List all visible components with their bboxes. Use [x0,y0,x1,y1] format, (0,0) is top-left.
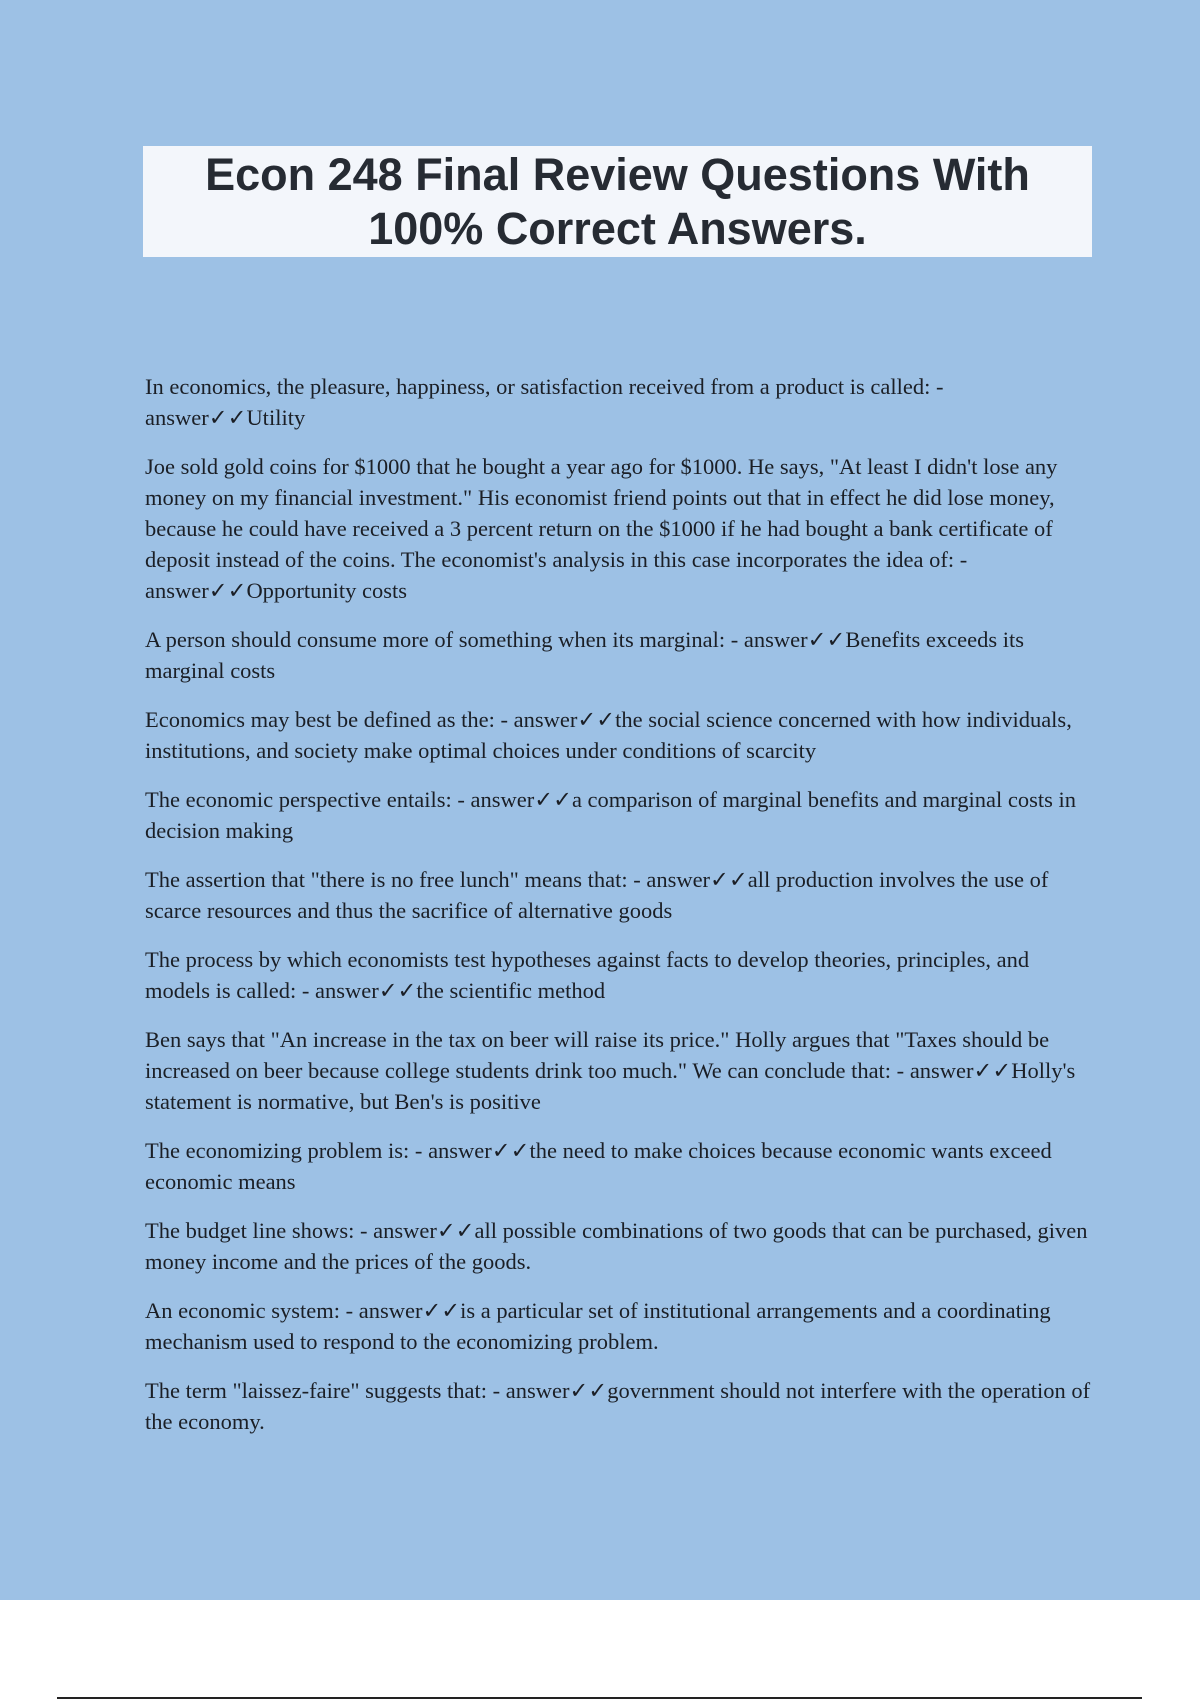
answer-text: the scientific method [416,978,606,1003]
question-text: The process by which economists test hypotheses against facts to develop theories, principles, and models is called: - [145,947,1030,1003]
document-title: Econ 248 Final Review Questions With 100% Correct Answers. [205,148,1030,254]
question-text: A person should consume more of something when its marginal: - [145,627,744,652]
question-text: The term "laissez-faire" suggests that: - [145,1378,506,1403]
qa-item [145,1295,1095,1357]
answer-text: government should not interfere with the operation of the economy. [145,1378,1091,1434]
answer-text: Holly's statement is normative, but Ben's is positive [145,1058,1076,1114]
qa-item [145,451,1095,606]
question-text: Joe sold gold coins for $1000 that he bought a year ago for $1000. He says, "At least I didn't lose any money on my financial investment." His economist friend points out that in effect he did lose money, because he could have received a 3 percent return on the $1000 if he had bought a bank certificate of deposit instead of the coins. The economist's analysis in this case incorporates the idea of: - [145,454,1058,572]
question-text: The economic perspective entails: - [145,787,471,812]
qa-item [145,371,1095,433]
qa-item [145,944,1095,1006]
answer-marker: answer✓✓ [145,578,247,603]
answer-marker: answer✓✓ [428,1138,530,1163]
question-text: The economizing problem is: - [145,1138,429,1163]
answer-text: Utility [246,405,306,430]
qa-item [145,624,1095,686]
answer-text: the social science concerned with how individuals, institutions, and society make optimal choices under conditions of scarcity [145,707,1072,763]
title-banner [143,146,1092,257]
question-text: The assertion that "there is no free lunch" means that: - [145,867,647,892]
answer-text: all production involves the use of scarce resources and thus the sacrifice of alternative goods [145,867,1049,923]
answer-text: is a particular set of institutional arrangements and a coordinating mechanism used to respond to the economizing problem. [145,1298,1051,1354]
answer-marker: answer✓✓ [314,978,417,1003]
answer-marker: answer✓✓ [470,787,572,812]
answer-marker: answer✓✓ [373,1218,475,1243]
qa-item [145,864,1095,926]
answer-text: the need to make choices because economic wants exceed economic means [145,1138,1052,1194]
answer-marker: answer✓✓ [513,707,616,732]
answer-text: Benefits exceeds its marginal costs [145,627,1025,683]
qa-item [145,1215,1095,1277]
question-text: In economics, the pleasure, happiness, or satisfaction received from a product is called: - [145,374,944,399]
qa-list [145,371,1095,1455]
question-text: The budget line shows: - [145,1218,374,1243]
answer-marker: answer✓✓ [358,1298,461,1323]
answer-marker: answer✓✓ [743,627,846,652]
answer-marker: answer✓✓ [909,1058,1012,1083]
question-text: An economic system: - [145,1298,359,1323]
qa-item [145,1024,1095,1117]
answer-text: all possible combinations of two goods that can be purchased, given money income and the prices of the goods. [145,1218,1088,1274]
qa-item [145,1375,1095,1437]
question-text: Economics may best be defined as the: - [145,707,514,732]
answer-marker: answer✓✓ [505,1378,608,1403]
page-bottom-divider [57,1697,1142,1699]
answer-marker: answer✓✓ [145,405,247,430]
answer-text: Opportunity costs [246,578,408,603]
qa-item [145,784,1095,846]
question-text: Ben says that "An increase in the tax on beer will raise its price." Holly argues that "Taxes should be increased on beer because college students drink too much." We can conclude that: - [145,1027,1050,1083]
answer-marker: answer✓✓ [646,867,748,892]
qa-item [145,704,1095,766]
answer-text: a comparison of marginal benefits and marginal costs in decision making [145,787,1076,843]
qa-item [145,1135,1095,1197]
